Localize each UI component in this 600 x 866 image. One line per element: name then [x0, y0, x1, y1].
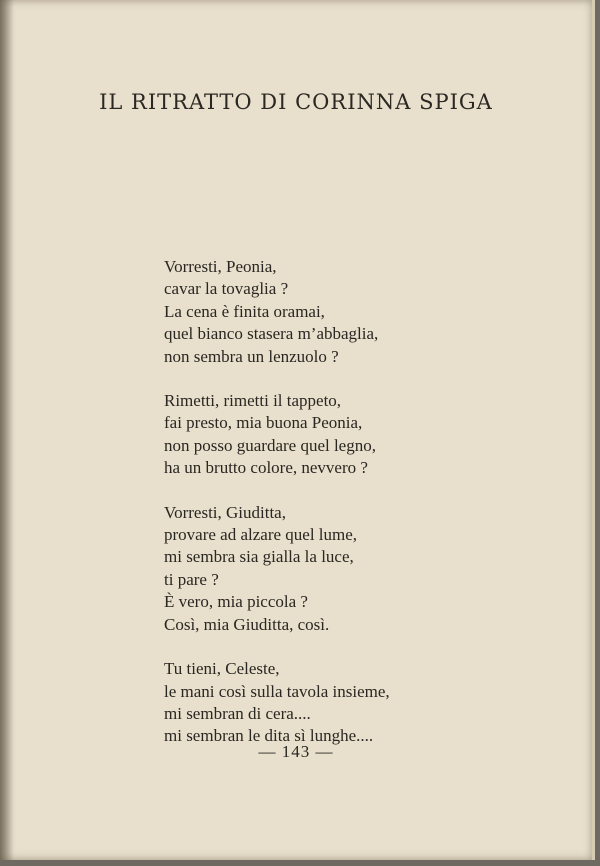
page-number: — 143 — — [258, 742, 334, 761]
poem-line: ha un brutto colore, nevvero ? — [164, 458, 368, 478]
poem-line: Vorresti, Peonia, — [164, 257, 277, 276]
poem-line: Vorresti, Giuditta, — [164, 502, 286, 522]
poem-line: non sembra un lenzuolo ? — [164, 346, 339, 366]
poem-line: mi sembran le dita sì lunghe.... — [164, 726, 374, 746]
poem-line: È vero, mia piccola ? — [164, 592, 308, 612]
stanza-4 — [164, 658, 564, 748]
poem-line: mi sembra sia gialla la luce, — [164, 547, 354, 567]
poem-line: cavar la tovaglia ? — [164, 279, 289, 299]
poem-line: La cena è finita oramai, — [164, 301, 325, 321]
spine-shadow — [0, 0, 14, 860]
poem-line: Rimetti, rimetti il tappeto, — [164, 391, 342, 411]
poem-line: provare ad alzare quel lume, — [164, 525, 358, 545]
stanza-2 — [164, 390, 564, 480]
poem-line: mi sembran di cera.... — [164, 703, 311, 723]
poem-body — [164, 256, 564, 770]
poem-line: fai presto, mia buona Peonia, — [164, 413, 363, 433]
poem-line: non posso guardare quel legno, — [164, 435, 376, 455]
poem-line: Tu tieni, Celeste, — [164, 659, 280, 679]
poem-line: quel bianco stasera m’abbaglia, — [164, 324, 379, 344]
stanza-3 — [164, 502, 564, 636]
poem-line: le mani così sulla tavola insieme, — [164, 681, 390, 701]
poem-line: Così, mia Giuditta, così. — [164, 614, 330, 634]
stanza-1 — [164, 256, 564, 368]
poem-title: IL RITRATTO DI CORINNA SPIGA — [99, 90, 493, 114]
poem-line: ti pare ? — [164, 569, 219, 589]
